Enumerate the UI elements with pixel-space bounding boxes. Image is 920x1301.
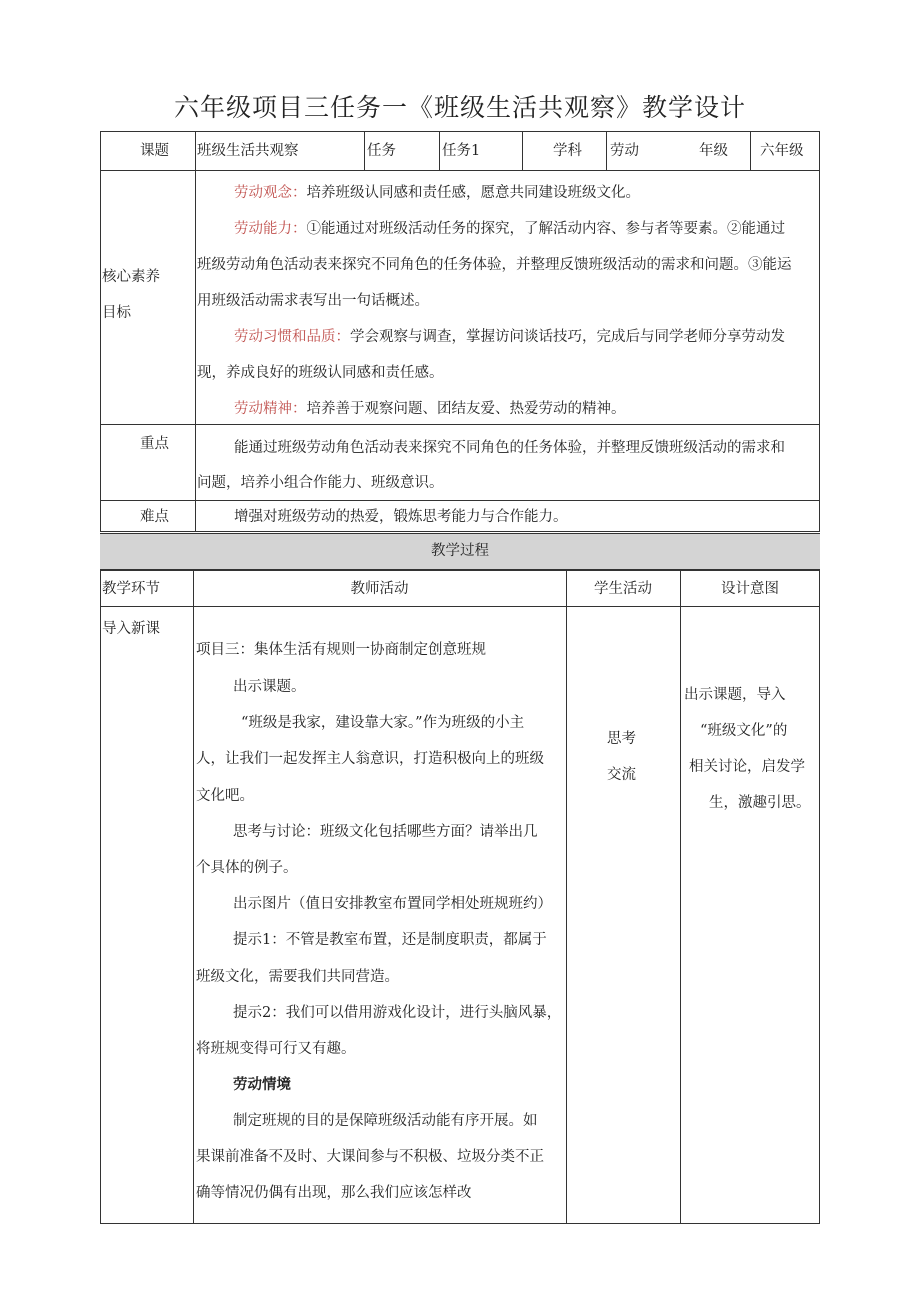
ability-line: 用班级活动需求表写出一句话概述。 (197, 293, 429, 309)
teacher-line: “班级是我家，建设靠大家。”作为班级的小主 (241, 715, 525, 731)
subject-label: 学科 (553, 143, 582, 159)
intent-line: “班级文化”的 (700, 723, 788, 739)
teacher-line: 提示2：我们可以借用游戏化设计，进行头脑风暴， (233, 1005, 562, 1021)
difficulty-label: 难点 (140, 509, 169, 525)
header-student: 学生活动 (594, 581, 652, 597)
divider (522, 131, 523, 170)
teacher-line: 思考与讨论：班级文化包括哪些方面？请举出几 (233, 824, 538, 840)
teacher-line: 确等情况仍偶有出现，那么我们应该怎样改 (196, 1185, 472, 1201)
teacher-line: 将班规变得可行又有趣。 (196, 1041, 356, 1057)
divider (364, 131, 365, 170)
divider (439, 131, 440, 170)
divider (193, 569, 194, 1224)
student-line: 交流 (607, 767, 636, 783)
teacher-line: 果课前准备不及时、大课间参与不积极、垃圾分类不正 (196, 1149, 544, 1165)
teacher-line: 制定班规的目的是保障班级活动能有序开展。如 (233, 1113, 538, 1129)
divider (606, 131, 607, 170)
grade-label: 年级 (699, 143, 728, 159)
divider (100, 606, 820, 607)
student-line: 思考 (607, 731, 636, 747)
topic-value: 班级生活共观察 (197, 143, 299, 159)
intent-line: 相关讨论，启发学 (689, 759, 805, 775)
task-label: 任务 (367, 143, 396, 159)
divider (100, 424, 820, 425)
intent-line: 出示课题，导入 (684, 687, 786, 703)
key-point-label: 重点 (140, 436, 169, 452)
teacher-line: 项目三：集体生活有规则一协商制定创意班规 (196, 642, 486, 658)
teacher-line: 文化吧。 (196, 788, 254, 804)
grade-value: 六年级 (760, 143, 804, 159)
teacher-line: 出示课题。 (233, 679, 306, 695)
labor-scenario-heading: 劳动情境 (233, 1076, 291, 1093)
teacher-line: 出示图片（值日安排教室布置同学相处班规班约） (233, 896, 552, 912)
key-point-line: 问题，培养小组合作能力、班级意识。 (197, 475, 444, 491)
page-title: 六年级项目三任务一《班级生活共观察》教学设计 (173, 93, 746, 122)
ability-text: ①能通过对班级活动任务的探究，了解活动内容、参与者等要素。②能通过 (306, 221, 785, 237)
habit-text: 学会观察与调查，掌握访问谈话技巧，完成后与同学老师分享劳动发 (350, 329, 785, 345)
habit-line: 现，养成良好的班级认同感和责任感。 (197, 365, 444, 381)
divider (195, 131, 196, 532)
subject-value: 劳动 (610, 143, 639, 159)
teacher-line: 班级文化，需要我们共同营造。 (196, 969, 399, 985)
core-goals-label: 核心素养 (102, 269, 160, 285)
concept-line (234, 183, 640, 203)
header-teacher: 教师活动 (350, 581, 409, 597)
divider (750, 131, 751, 170)
intent-line: 生，激趣引思。 (709, 795, 811, 811)
header-stage: 教学环节 (102, 581, 160, 597)
ability-label: 劳动能力： (234, 221, 307, 237)
divider (100, 500, 820, 501)
stage-intro: 导入新课 (102, 621, 160, 637)
core-goals-label: 目标 (102, 305, 131, 321)
ability-line (234, 219, 785, 239)
key-point-line: 能通过班级劳动角色活动表来探究不同角色的任务体验，并整理反馈班级活动的需求和 (234, 440, 785, 456)
habit-line (234, 327, 785, 347)
ability-line: 班级劳动角色活动表来探究不同角色的任务体验，并整理反馈班级活动的需求和问题。③能运 (197, 257, 792, 273)
divider (100, 170, 820, 171)
habit-label: 劳动习惯和品质： (234, 329, 350, 345)
divider (566, 569, 567, 1224)
spirit-label: 劳动精神： (234, 401, 307, 417)
concept-text: 培养班级认同感和责任感，愿意共同建设班级文化。 (306, 185, 640, 201)
concept-label: 劳动观念： (234, 185, 307, 201)
spirit-line (234, 399, 626, 419)
spirit-text: 培养善于观察问题、团结友爱、热爱劳动的精神。 (306, 401, 626, 417)
process-banner-title: 教学过程 (431, 543, 489, 559)
header-intent: 设计意图 (721, 581, 779, 597)
topic-label: 课题 (140, 143, 169, 159)
task-value: 任务1 (442, 143, 481, 159)
teacher-line: 个具体的例子。 (196, 860, 298, 876)
teacher-line: 人，让我们一起发挥主人翁意识，打造积极向上的班级 (196, 751, 544, 767)
difficulty-text: 增强对班级劳动的热爱，锻炼思考能力与合作能力。 (234, 509, 568, 525)
teacher-line: 提示1：不管是教室布置，还是制度职责，都属于 (233, 932, 547, 948)
divider (680, 569, 681, 1224)
